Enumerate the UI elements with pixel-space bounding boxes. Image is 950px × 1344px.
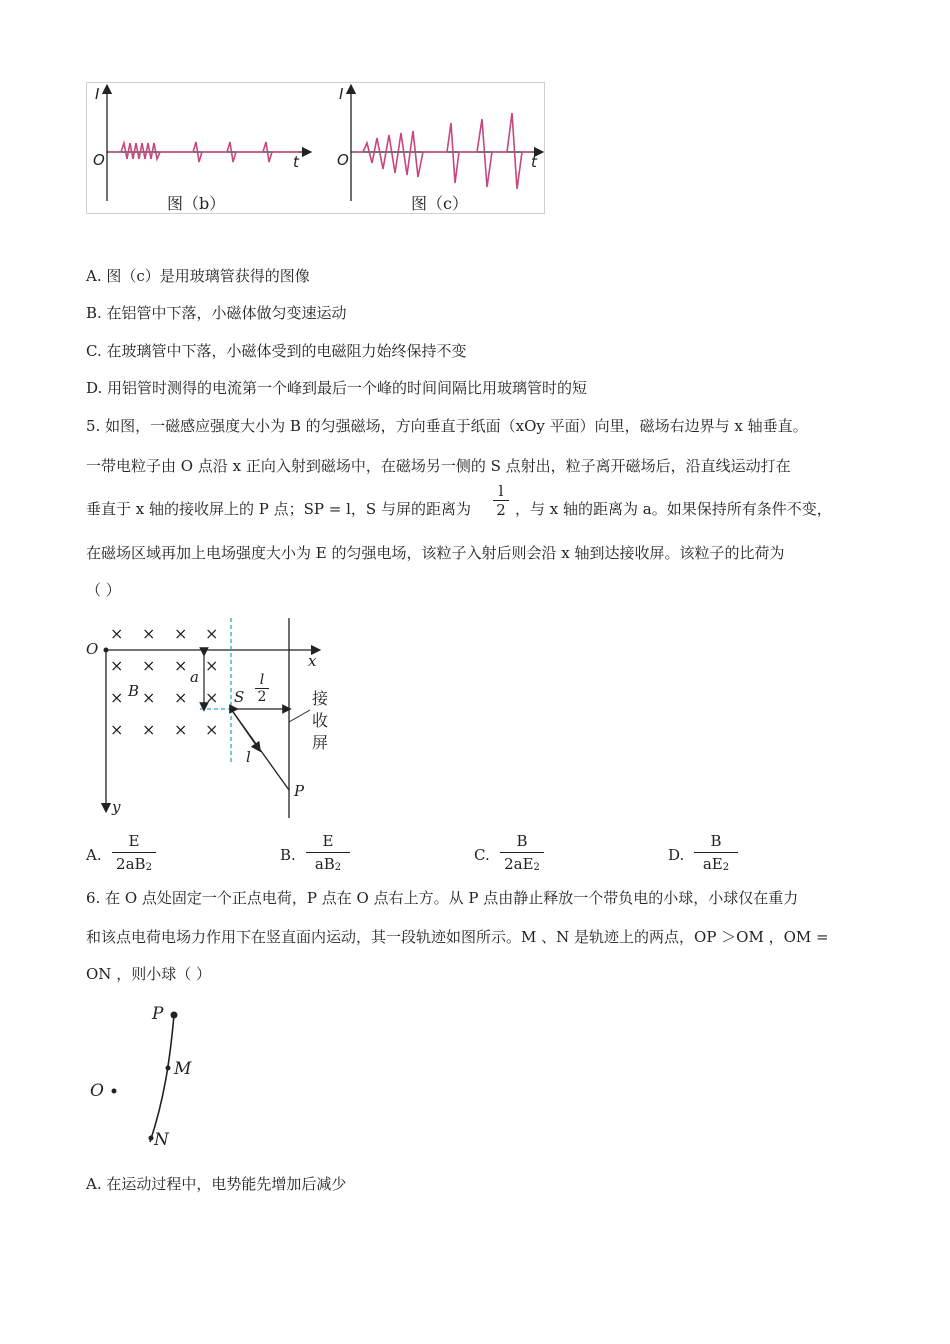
q6-point-M xyxy=(166,1066,171,1071)
field-cross: × xyxy=(174,720,188,739)
q5-line-3a: 垂直于 x 轴的接收屏上的 P 点；SP = l，S 与屏的距离为 xyxy=(86,500,471,518)
graph-c-axis-t: t xyxy=(531,153,537,171)
q5-label-y: y xyxy=(112,798,121,816)
field-cross: × xyxy=(174,624,188,643)
q6-label-P: P xyxy=(152,1004,164,1024)
q5-option-label: C. xyxy=(474,846,490,864)
q4-option-a: A. 图（c）是用玻璃管获得的图像 xyxy=(86,267,310,285)
q4-option-b: B. 在铝管中下落，小磁体做匀变速运动 xyxy=(86,304,347,322)
q6-line-1: 6. 在 O 点处固定一个正点电荷，P 点在 O 点右上方。从 P 点由静止释放一个带负电的小球，小球仅在重力 xyxy=(86,889,799,907)
q5-option-den-exp: 2 xyxy=(145,862,152,873)
q5-option-numerator: E xyxy=(128,832,140,850)
field-cross: × xyxy=(110,720,124,739)
q5-label-P: P xyxy=(294,782,305,800)
q5-line-1: 5. 如图，一磁感应强度大小为 B 的匀强磁场，方向垂直于纸面（xOy 平面）向里，磁场右边界与 x 轴垂直。 xyxy=(86,417,808,435)
q5-option-fraction xyxy=(306,830,350,879)
q5-option-numerator: B xyxy=(516,832,528,850)
q5-line-3b: ，与 x 轴的距离为 a。如果保持所有条件不变， xyxy=(515,500,832,518)
q5-option-label: B. xyxy=(280,846,296,864)
field-cross: × xyxy=(205,688,219,707)
q5-fraction-num: l xyxy=(498,482,504,500)
figure-q6 xyxy=(86,1000,226,1152)
caption-b: 图（b） xyxy=(167,194,226,213)
q6-point-O xyxy=(112,1089,117,1094)
q6-label-M: M xyxy=(174,1059,192,1079)
q5-label-half-num: l xyxy=(259,672,265,688)
q5-trajectory-arrow xyxy=(231,709,258,748)
q5-option-fraction xyxy=(694,830,738,879)
q6-line-2: 和该点电荷电场力作用下在竖直面内运动，其一段轨迹如图所示。M 、N 是轨迹上的两点，OP ＞OM ，OM = xyxy=(86,928,829,946)
figure-q5 xyxy=(86,612,346,824)
q5-origin-dot xyxy=(104,648,109,653)
q5-option-numerator: B xyxy=(710,832,722,850)
q6-label-N: N xyxy=(154,1130,169,1150)
field-cross: × xyxy=(110,624,124,643)
graph-c-origin: O xyxy=(337,151,349,169)
q6-trajectory xyxy=(150,1015,174,1142)
q5-option-den-exp: 2 xyxy=(334,862,342,873)
q5-option-fraction xyxy=(500,830,544,879)
field-cross: × xyxy=(205,656,219,675)
q5-label-half-den: 2 xyxy=(255,688,269,705)
q5-line-2: 一带电粒子由 O 点沿 x 正向入射到磁场中，在磁场另一侧的 S 点射出，粒子离开磁场后，沿直线运动打在 xyxy=(86,457,791,475)
q5-answer-paren: （ ） xyxy=(86,581,121,599)
q4-option-d: D. 用铝管时测得的电流第一个峰到最后一个峰的时间间隔比用玻璃管时的短 xyxy=(86,379,588,397)
field-cross: × xyxy=(174,656,188,675)
q5-option-denominator xyxy=(694,852,738,879)
q6-option-a: A. 在运动过程中，电势能先增加后减少 xyxy=(86,1175,347,1193)
field-cross: × xyxy=(142,720,156,739)
q6-point-P xyxy=(171,1012,178,1019)
q5-label-half-l xyxy=(255,672,269,705)
q5-option-label: D. xyxy=(668,846,685,864)
q5-option-den-base: 2aB xyxy=(116,855,146,873)
q5-line-4: 在磁场区域再加上电场强度大小为 E 的匀强电场，该粒子入射后则会沿 x 轴到达接收屏。该粒子的比荷为 xyxy=(86,544,785,562)
q5-label-screen-1: 接 xyxy=(312,689,329,708)
field-cross: × xyxy=(142,688,156,707)
q5-label-screen-3: 屏 xyxy=(312,733,329,752)
graph-b-axis-t: t xyxy=(293,153,299,171)
graph-c-curve xyxy=(353,113,532,189)
q5-fraction-half xyxy=(493,482,509,519)
caption-c: 图（c） xyxy=(411,194,468,213)
q5-option-fraction xyxy=(112,830,156,879)
field-cross: × xyxy=(174,688,188,707)
field-cross: × xyxy=(142,656,156,675)
q5-label-S: S xyxy=(234,688,245,706)
q5-label-B: B xyxy=(128,682,140,700)
q5-fraction-den: 2 xyxy=(493,500,509,519)
q5-option-label: A. xyxy=(86,846,102,864)
q5-option-denominator xyxy=(112,852,156,879)
q5-option-den-exp: 2 xyxy=(722,862,730,873)
field-cross: × xyxy=(110,656,124,675)
q5-option-den-base: 2aE xyxy=(504,855,534,873)
q5-label-origin: O xyxy=(86,640,99,658)
graph-c-axis-I: I xyxy=(339,85,344,103)
figure-b-c xyxy=(86,82,545,214)
graph-b-origin: O xyxy=(93,151,105,169)
q5-label-a: a xyxy=(190,668,199,686)
q5-option-numerator: E xyxy=(322,832,334,850)
current-graphs xyxy=(87,83,544,213)
field-cross: × xyxy=(205,624,219,643)
q6-label-O: O xyxy=(90,1081,104,1101)
q5-label-l: l xyxy=(246,748,251,766)
graph-b-axis-I: I xyxy=(95,85,100,103)
field-cross: × xyxy=(110,688,124,707)
q6-point-N xyxy=(149,1136,154,1141)
field-cross: × xyxy=(142,624,156,643)
q4-option-c: C. 在玻璃管中下落，小磁体受到的电磁阻力始终保持不变 xyxy=(86,342,467,360)
q5-option-denominator xyxy=(306,852,350,879)
field-cross: × xyxy=(205,720,219,739)
magnetic-field-diagram xyxy=(86,612,346,824)
q5-option-den-base: aB xyxy=(314,855,335,873)
q5-option-denominator xyxy=(500,852,544,879)
q5-label-screen-2: 收 xyxy=(312,711,329,730)
q5-option-den-exp: 2 xyxy=(533,862,540,873)
q5-option-den-base: aE xyxy=(702,855,723,873)
q5-screen-pointer xyxy=(289,710,310,722)
q5-label-x: x xyxy=(308,652,317,670)
q6-line-3: ON ，则小球（ ） xyxy=(86,965,211,983)
